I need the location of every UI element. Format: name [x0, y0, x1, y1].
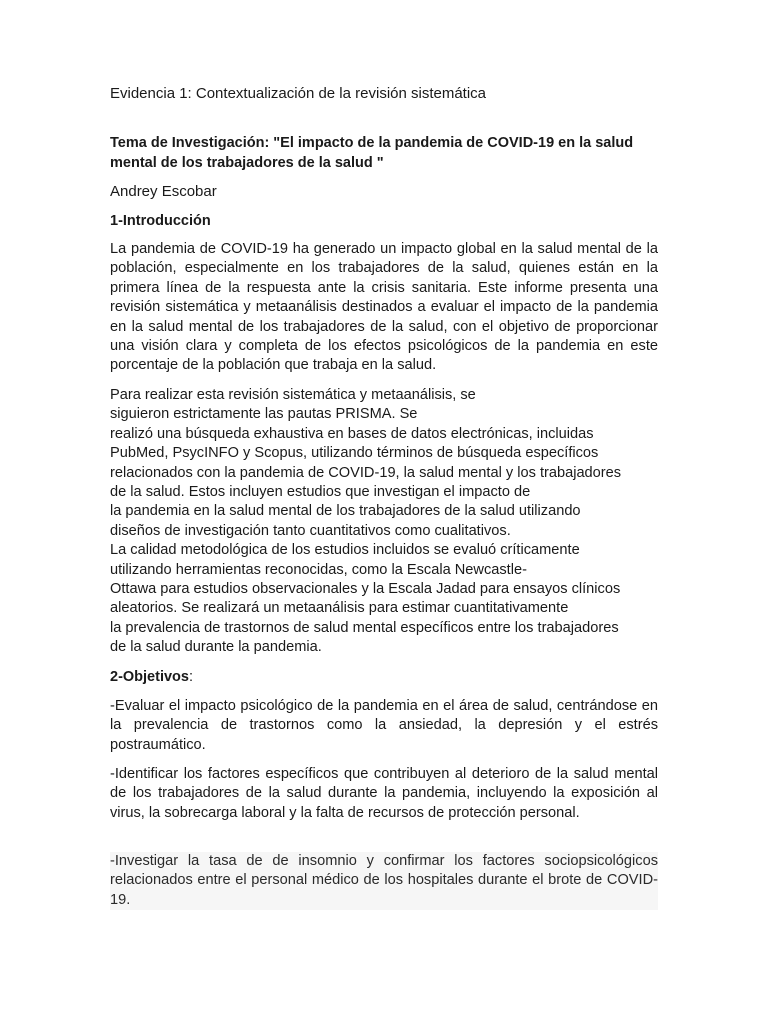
objective-2: -Identificar los factores específicos que contribuyen al deterioro de la salud mental de los trabajadores de la salud durante la pandemia, incluyendo la exposición al virus, la sobrecarga laboral y la falta de recursos de protección personal. [110, 766, 658, 821]
paragraph-line: de la salud. Estos incluyen estudios que investigan el impacto de [110, 484, 531, 501]
paragraph-line: la prevalencia de trastornos de salud mental específicos entre los trabajadores [110, 619, 619, 636]
paragraph-line: la pandemia en la salud mental de los trabajadores de la salud utilizando [110, 503, 581, 520]
section-heading-objetivos [110, 667, 193, 687]
objective-1: -Evaluar el impacto psicológico de la pandemia en el área de salud, centrándose en la prevalencia de trastornos como la ansiedad, la depresión y el estrés postraumático. [110, 698, 658, 753]
author-name: Andrey Escobar [110, 183, 217, 200]
paragraph-line: Para realizar esta revisión sistemática y metaanálisis, se [110, 387, 476, 403]
section-heading-label: 2-Objetivos [110, 669, 189, 685]
paragraph-line: de la salud durante la pandemia. [110, 639, 322, 656]
paragraph-line: La calidad metodológica de los estudios incluidos se evaluó críticamente [110, 542, 580, 559]
evidence-title: Evidencia 1: Contextualización de la revisión sistemática [110, 85, 487, 102]
intro-paragraph-2 [110, 386, 658, 658]
paragraph-line: PubMed, PsycINFO y Scopus, utilizando términos de búsqueda específicos [110, 445, 599, 462]
intro-paragraph-1: La pandemia de COVID-19 ha generado un impacto global en la salud mental de la población, especialmente en los trabajadores de la salud, quienes están en la primera línea de la respuesta ante la crisis sanitaria. Este informe presenta una revisión sistemática y metaanálisis destinados a evaluar el impacto de la pandemia en la salud mental de los trabajadores de la salud, con el objetivo de proporcionar una visión clara y completa de los efectos psicológicos de la pandemia en este porcentaje de la población que trabaja en la salud. [110, 241, 658, 374]
paragraph-line: realizó una búsqueda exhaustiva en bases de datos electrónicas, incluidas [110, 425, 594, 442]
research-topic: Tema de Investigación: "El impacto de la pandemia de COVID-19 en la salud mental de los trabajadores de la salud " [110, 135, 634, 171]
section-heading-introduccion: 1-Introducción [110, 213, 211, 229]
paragraph-line: aleatorios. Se realizará un metaanálisis para estimar cuantitativamente [110, 600, 569, 617]
paragraph-line: utilizando herramientas reconocidas, como la Escala Newcastle- [110, 561, 527, 578]
paragraph-line: Ottawa para estudios observacionales y la Escala Jadad para ensayos clínicos [110, 581, 621, 598]
paragraph-line: relacionados con la pandemia de COVID-19, la salud mental y los trabajadores [110, 464, 622, 481]
objective-3: -Investigar la tasa de de insomnio y confirmar los factores sociopsicológicos relacionados entre el personal médico de los hospitales durante el brote de COVID-19. [110, 852, 658, 910]
paragraph-line: diseños de investigación tanto cuantitativos como cualitativos. [110, 522, 511, 539]
paragraph-line: siguieron estrictamente las pautas PRISMA. Se [110, 406, 418, 423]
section-heading-colon: : [188, 669, 193, 685]
